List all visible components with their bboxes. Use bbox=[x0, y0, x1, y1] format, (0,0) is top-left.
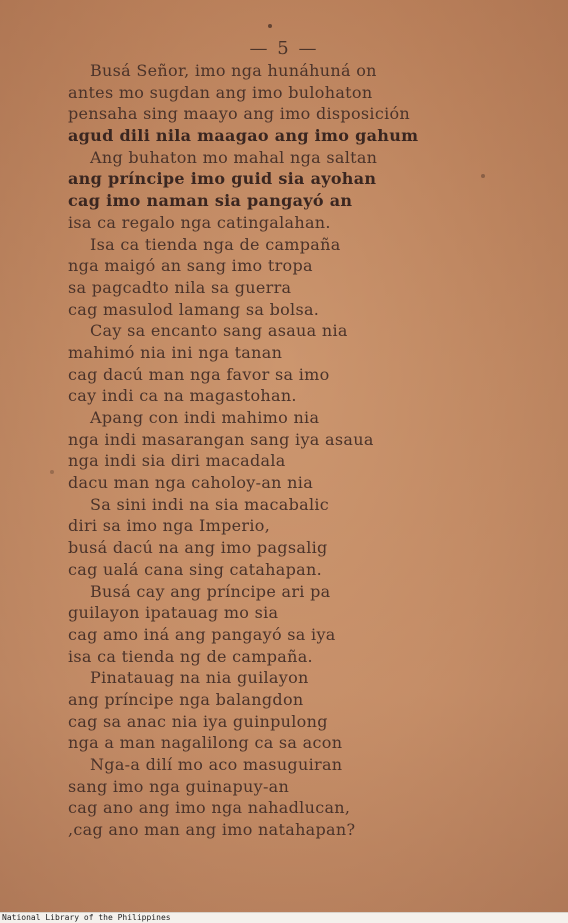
ink-speck bbox=[50, 470, 54, 474]
poem-line: Apang con indi mahimo nia bbox=[90, 408, 320, 427]
poem-line: cag imo naman sia pangayó an bbox=[68, 191, 353, 211]
poem-line: Busá Señor, imo nga hunáhuná on bbox=[90, 61, 377, 80]
ink-speck bbox=[481, 174, 485, 178]
ink-speck bbox=[268, 24, 272, 28]
page-number: — 5 — bbox=[249, 38, 319, 59]
poem-line: Sa sini indi na sia macabalic bbox=[90, 494, 330, 514]
footer-bar bbox=[0, 912, 568, 923]
poem-line: busá dacú na ang imo pagsalig bbox=[68, 538, 328, 558]
poem-line: cay indi ca na magastohan. bbox=[68, 386, 297, 406]
poem-line: Pinatauag na nia guilayon bbox=[90, 668, 309, 688]
poem-line: pensaha sing maayo ang imo disposición bbox=[68, 104, 411, 124]
poem-line: Ang buhaton mo mahal nga saltan bbox=[90, 147, 378, 167]
poem-line: sa pagcadto nila sa guerra bbox=[68, 277, 292, 297]
poem-line: nga a man nagalilong ca sa acon bbox=[68, 733, 343, 753]
poem-line: sang imo nga guinapuy-an bbox=[68, 776, 290, 796]
footer-credit: National Library of the Philippines bbox=[2, 913, 171, 922]
poem-line: cag ano ang imo nga nahadlucan, bbox=[68, 798, 351, 818]
poem-line: isa ca regalo nga catingalahan. bbox=[68, 212, 331, 232]
poem-line: nga indi sia diri macadala bbox=[68, 451, 286, 471]
poem-line: dacu man nga caholoy-an nia bbox=[68, 473, 314, 493]
poem-line: cag amo iná ang pangayó sa iya bbox=[68, 624, 336, 644]
poem-line: nga indi masarangan sang iya asaua bbox=[68, 429, 374, 449]
poem-line: cag dacú man nga favor sa imo bbox=[68, 364, 330, 384]
poem-line: cag masulod lamang sa bolsa. bbox=[68, 299, 320, 319]
poem-line: mahimó nia ini nga tanan bbox=[68, 342, 283, 362]
poem-line: cag ualá cana sing catahapan. bbox=[68, 559, 322, 579]
poem-line: ang príncipe imo guid sia ayohan bbox=[68, 169, 377, 189]
poem-text bbox=[68, 60, 428, 841]
poem-line: cag sa anac nia iya guinpulong bbox=[68, 711, 328, 731]
poem-line: Nga-a dilí mo aco masuguiran bbox=[90, 755, 343, 774]
poem-line: antes mo sugdan ang imo bulohaton bbox=[68, 82, 373, 102]
poem-line: Isa ca tienda nga de campaña bbox=[90, 234, 341, 254]
poem-line: diri sa imo nga Imperio, bbox=[68, 516, 271, 536]
poem-line: ang príncipe nga balangdon bbox=[68, 689, 304, 709]
poem-line: isa ca tienda ng de campaña. bbox=[68, 646, 313, 666]
poem-line: Busá cay ang príncipe ari pa bbox=[90, 581, 331, 601]
poem-line: guilayon ipatauag mo sia bbox=[68, 603, 279, 623]
poem-line: ,cag ano man ang imo natahapan? bbox=[68, 820, 356, 840]
poem-line: nga maigó an sang imo tropa bbox=[68, 256, 313, 276]
poem-line: Cay sa encanto sang asaua nia bbox=[90, 321, 348, 341]
poem-line: agud dili nila maagao ang imo gahum bbox=[68, 126, 419, 146]
